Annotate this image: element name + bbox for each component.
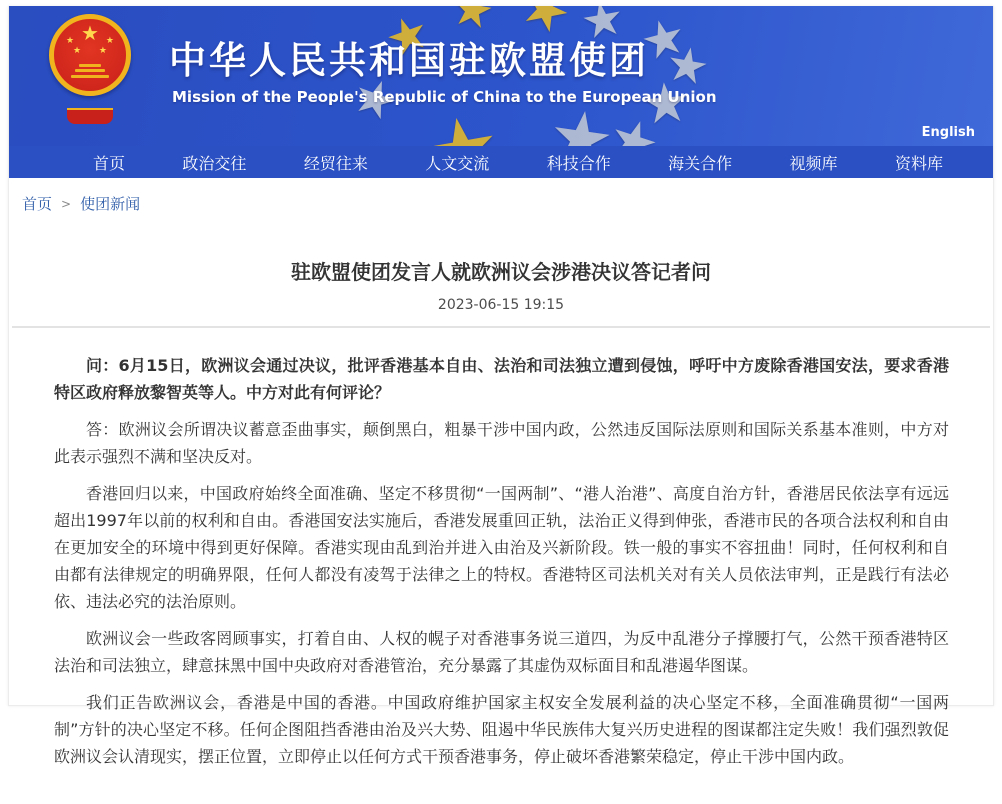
emblem-star-icon: ★ <box>66 36 75 46</box>
language-switch-link[interactable]: English <box>921 125 975 140</box>
breadcrumb-current[interactable]: 使团新闻 <box>80 195 141 213</box>
breadcrumb <box>9 178 993 214</box>
site-subtitle: Mission of the People's Republic of China to the European Union <box>172 88 717 106</box>
nav-item-documents[interactable]: 资料库 <box>894 153 943 173</box>
breadcrumb-separator: > <box>61 196 72 211</box>
article-paragraph: 我们正告欧洲议会，香港是中国的香港。中国政府维护国家主权安全发展利益的决心坚定不移，全面准确贯彻“一国两制”方针的决心坚定不移。任何企图阻挡香港由治及兴大势、阻遏中华民族伟大复兴历史进程的图谋都注定失败！我们强烈敦促欧洲议会认清现实，摆正位置，立即停止以任何方式干预香港事务，停止破坏香港繁荣稳定，停止干涉中国内政。 <box>54 693 949 766</box>
eu-star-icon <box>417 102 507 146</box>
nav-item-science[interactable]: 科技合作 <box>546 153 611 173</box>
emblem-gate <box>75 69 105 72</box>
emblem-star-icon: ★ <box>105 36 114 46</box>
article-title: 驻欧盟使团发言人就欧洲议会涉港决议答记者问 <box>291 260 711 284</box>
nav-item-trade[interactable]: 经贸往来 <box>303 153 368 173</box>
main-nav <box>9 146 993 178</box>
emblem-star-icon: ★ <box>73 46 82 56</box>
article-paragraph: 问：6月15日，欧洲议会通过决议，批评香港基本自由、法治和司法独立遭到侵蚀，呼吁中方废除香港国安法，要求香港特区政府释放黎智英等人。中方对此有何评论？ <box>54 356 949 402</box>
site-header <box>9 6 993 146</box>
page-container <box>8 6 994 766</box>
china-national-emblem-icon <box>47 14 133 124</box>
emblem-gate <box>79 64 101 67</box>
article <box>9 256 993 804</box>
nav-item-videos[interactable]: 视频库 <box>789 153 838 173</box>
eu-star-icon <box>602 108 666 146</box>
nav-item-customs[interactable]: 海关合作 <box>668 153 733 173</box>
emblem-star-icon: ★ <box>81 21 99 45</box>
article-body <box>9 328 993 804</box>
site-title: 中华人民共和国驻欧盟使团 <box>169 39 649 82</box>
article-paragraph: 香港回归以来，中国政府始终全面准确、坚定不移贯彻“一国两制”、“港人治港”、高度自治方针，香港居民依法享有远远超出1997年以前的权利和自由。香港国安法实施后，香港发展重回正轨，法治正义得到伸张，香港市民的各项合法权利和自由在更加安全的环境中得到更好保障。香港实现由乱到治并进入由治及兴新阶段。铁一般的事实不容扭曲！同时，任何权利和自由都有法律规定的明确界限，任何人都没有凌驾于法律之上的特权。香港特区司法机关对有关人员依法审判，正是践行有法必依、违法必究的法治原则。 <box>54 484 949 611</box>
breadcrumb-home[interactable]: 首页 <box>22 195 53 213</box>
article-date: 2023-06-15 19:15 <box>437 297 565 313</box>
nav-item-home[interactable]: 首页 <box>93 153 126 173</box>
emblem-circle <box>49 14 131 96</box>
article-paragraph: 答：欧洲议会所谓决议蓄意歪曲事实，颠倒黑白，粗暴干涉中国内政，公然违反国际法原则和国际关系基本准则，中方对此表示强烈不满和坚决反对。 <box>54 420 949 466</box>
emblem-star-icon: ★ <box>98 46 107 56</box>
nav-item-political[interactable]: 政治交往 <box>182 153 247 173</box>
article-paragraph: 欧洲议会一些政客罔顾事实，打着自由、人权的幌子对香港事务说三道四，为反中乱港分子撑腰打气，公然干预香港特区法治和司法独立，肆意抹黑中国中央政府对香港管治，充分暴露了其虚伪双标面目和乱港遏华图谋。 <box>54 629 949 675</box>
eu-star-icon <box>662 39 713 94</box>
emblem-ribbon <box>67 108 113 124</box>
nav-item-culture[interactable]: 人文交流 <box>425 153 490 173</box>
emblem-gate <box>71 75 109 78</box>
